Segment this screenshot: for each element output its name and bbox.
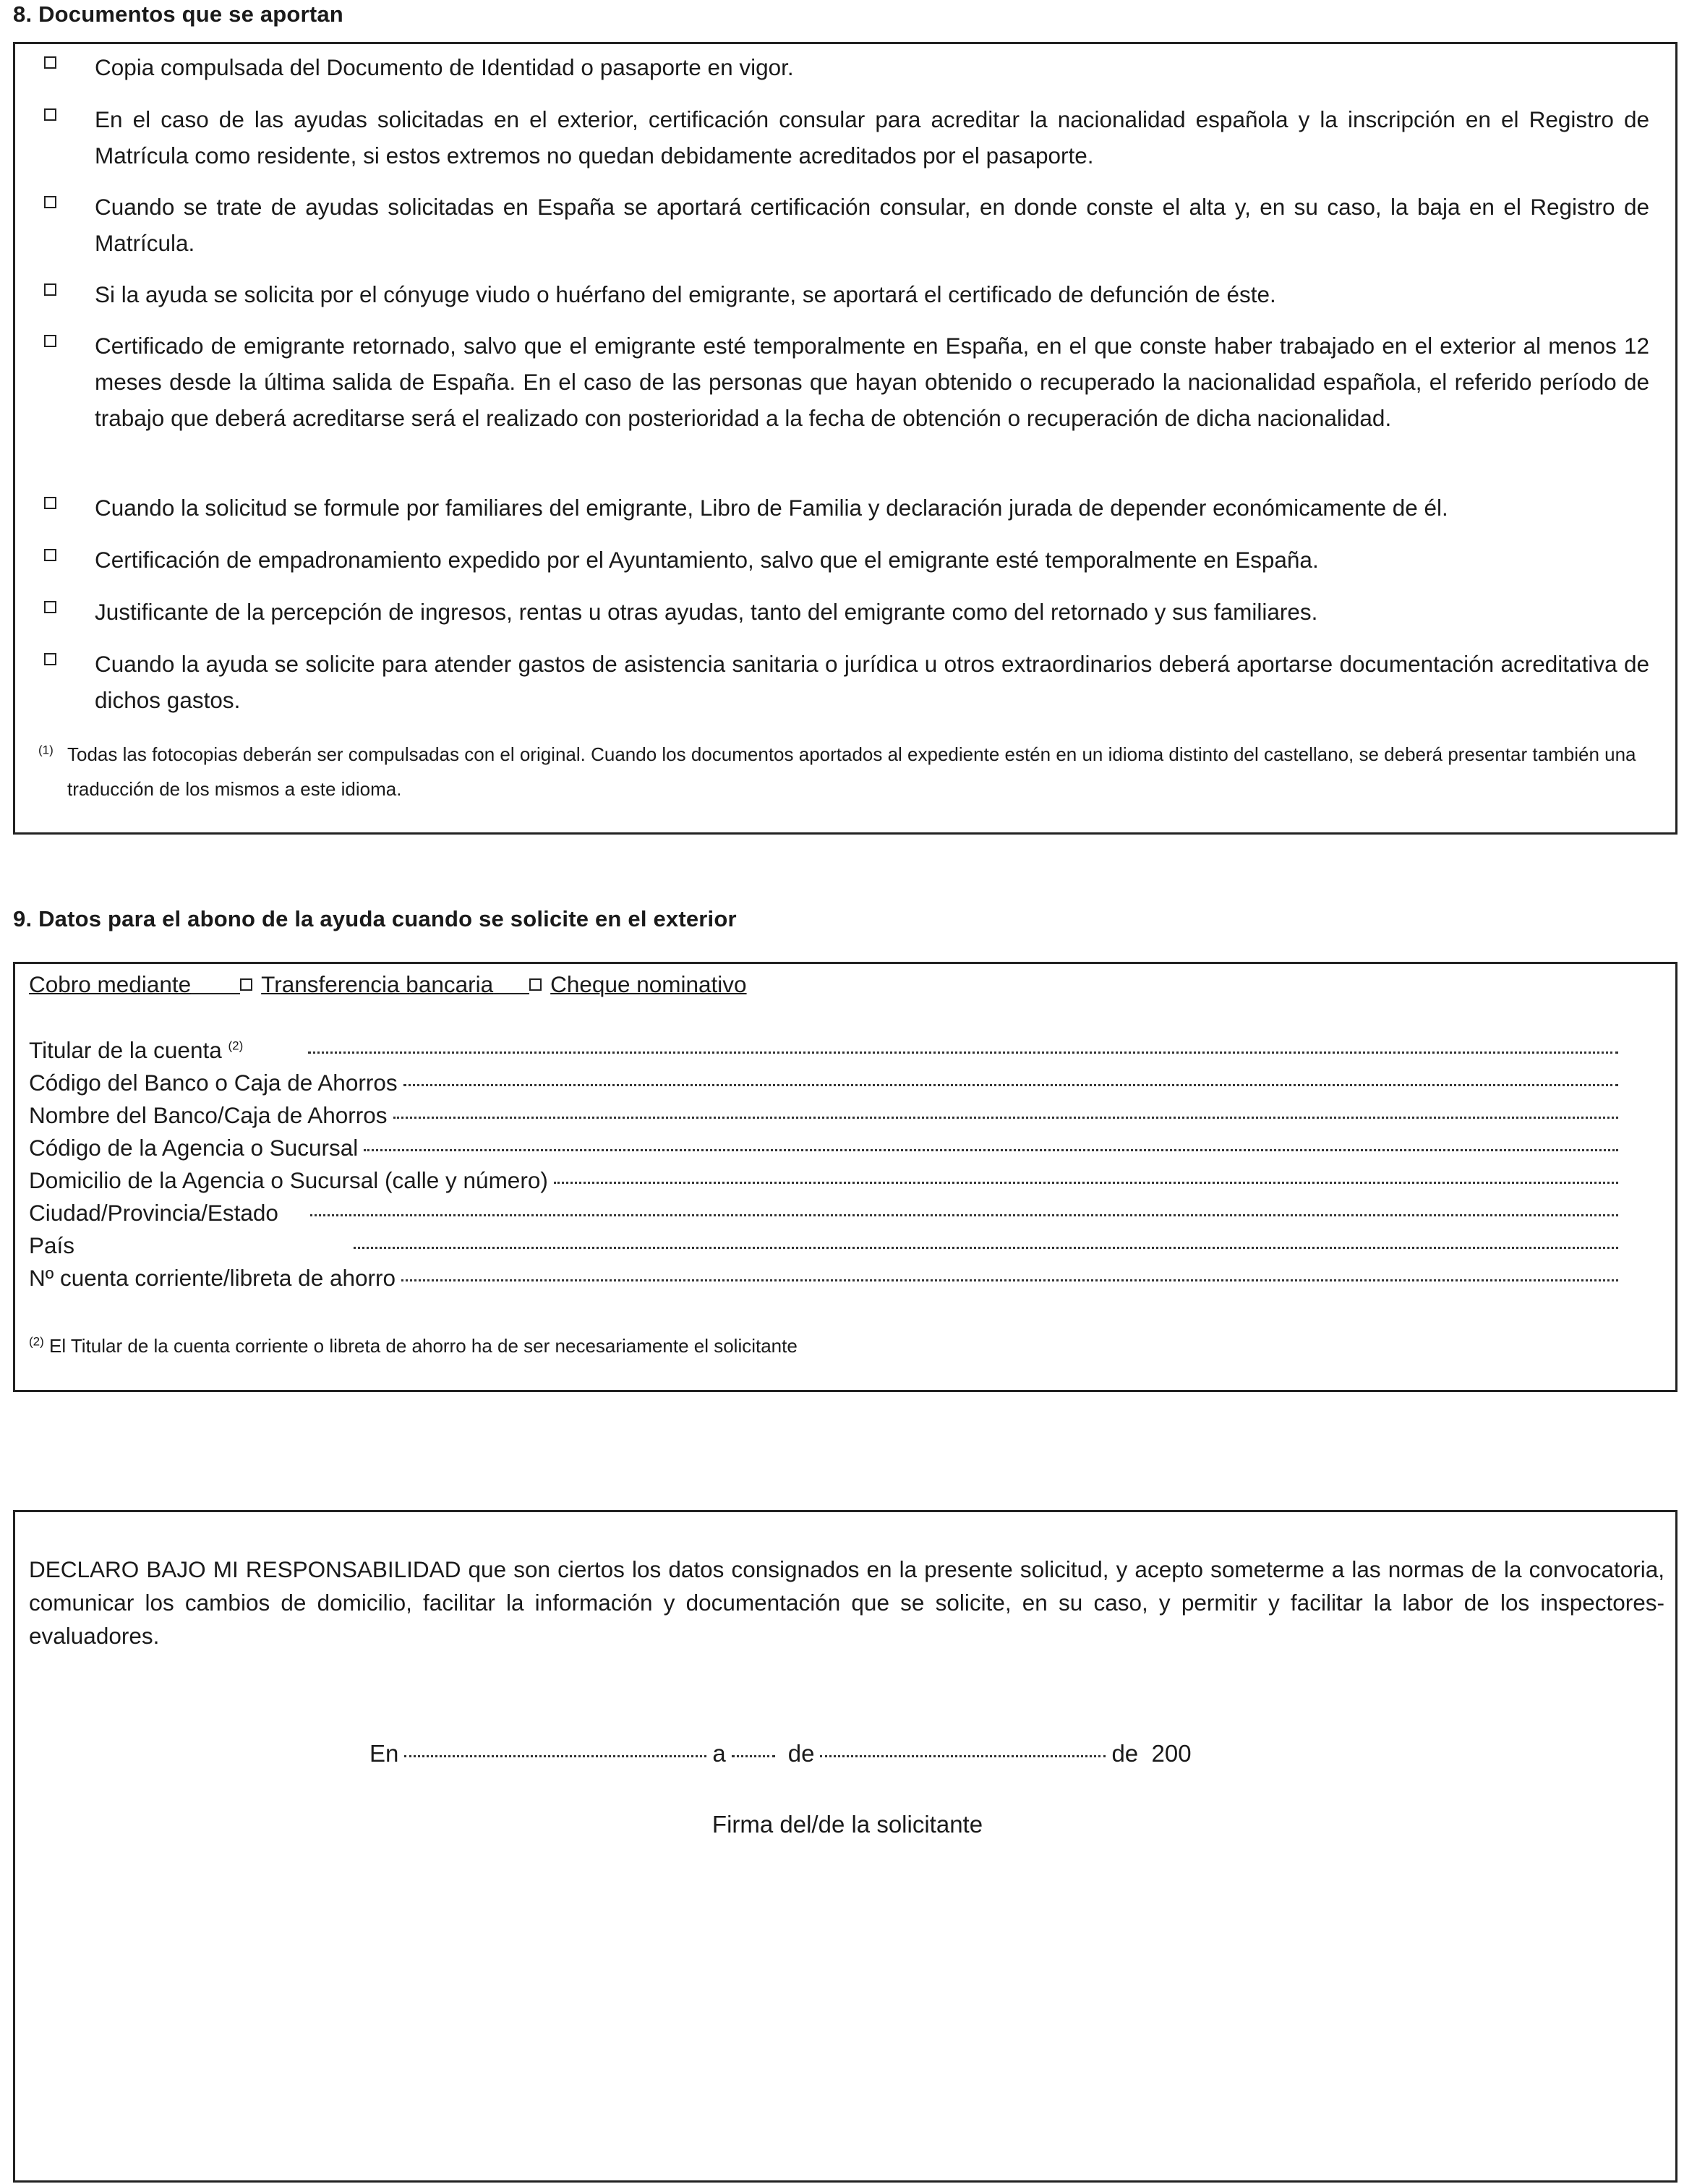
cheque-option-label: Cheque nominativo — [550, 971, 747, 997]
underline-spacer — [191, 971, 240, 994]
document-checkbox[interactable] — [44, 108, 56, 121]
bank-name-field[interactable] — [29, 1099, 1618, 1132]
document-item — [44, 276, 1649, 312]
bank-code-field[interactable] — [29, 1067, 1618, 1099]
field-label: País — [29, 1232, 75, 1258]
document-item — [44, 49, 1649, 85]
country-field[interactable] — [29, 1229, 1618, 1262]
document-item-text: En el caso de las ayudas solicitadas en el exterior, certificación consular para acreditar la nacionalidad española y la inscripción en el Registro de Matrícula como residente, si estos extremos no quedan debidamente acreditados por el pasaporte. — [95, 106, 1649, 169]
document-item — [44, 594, 1649, 630]
field-label: Titular de la cuenta $^{(2)}$ — [29, 1037, 244, 1063]
document-item — [44, 101, 1649, 174]
document-item-text: Justificante de la percepción de ingresos, rentas u otras ayudas, tanto del emigrante como del retornado y sus familiares. — [95, 599, 1318, 625]
fill-in-line[interactable] — [354, 1247, 1618, 1249]
fill-in-line[interactable] — [364, 1149, 1618, 1151]
section-8-title: 8. Documentos que se aportan — [13, 1, 343, 27]
date-label-de: de — [787, 1740, 815, 1767]
payment-method-row — [29, 968, 747, 1000]
document-checkbox[interactable] — [44, 196, 56, 208]
document-item — [44, 189, 1649, 261]
document-checkbox[interactable] — [44, 497, 56, 509]
document-item-text: Cuando se trate de ayudas solicitadas en España se aportará certificación consular, en donde conste el alta y, en su caso, la baja en el Registro de Matrícula. — [95, 194, 1649, 256]
city-province-state-field[interactable] — [29, 1197, 1618, 1229]
bank-details-box — [13, 962, 1677, 1392]
document-checkbox[interactable] — [44, 335, 56, 347]
field-footnote-marker: (2) — [228, 1038, 244, 1053]
underline-spacer — [493, 971, 529, 994]
footnote-text: Todas las fotocopias deberán ser compulsadas con el original. Cuando los documentos aportados al expediente estén en un idioma distinto del castellano, se deberá presentar también una traducción de los mismos a este idioma. — [67, 743, 1636, 800]
document-item-text: Si la ayuda se solicita por el cónyuge viudo o huérfano del emigrante, se aportará el certificado de defunción de éste. — [95, 281, 1276, 307]
document-checkbox[interactable] — [44, 601, 56, 613]
fill-in-line[interactable] — [393, 1117, 1618, 1119]
cheque-checkbox[interactable] — [529, 978, 542, 991]
document-checkbox[interactable] — [44, 56, 56, 69]
place-fill-in[interactable] — [404, 1755, 706, 1757]
document-item — [44, 542, 1649, 578]
date-label-year: de 200 — [1111, 1740, 1192, 1767]
documents-box — [13, 42, 1677, 835]
field-label: Domicilio de la Agencia o Sucursal (calle y número) — [29, 1167, 548, 1193]
payment-method-label: Cobro mediante — [29, 971, 192, 997]
date-label-a: a — [712, 1740, 726, 1767]
section-9-title: 9. Datos para el abono de la ayuda cuando se solicite en el exterior — [13, 906, 737, 931]
document-checkbox[interactable] — [44, 653, 56, 665]
fill-in-line[interactable] — [554, 1182, 1618, 1184]
day-fill-in[interactable] — [732, 1755, 775, 1757]
field-label: Ciudad/Provincia/Estado — [29, 1200, 278, 1226]
month-fill-in[interactable] — [820, 1755, 1106, 1757]
document-checkbox[interactable] — [44, 283, 56, 296]
documents-footnote — [38, 737, 1651, 806]
field-label: Código del Banco o Caja de Ahorros — [29, 1070, 398, 1096]
date-label-en: En — [369, 1740, 399, 1767]
document-checkbox[interactable] — [44, 549, 56, 561]
bank-footnote — [29, 1331, 798, 1360]
document-item-text: Cuando la solicitud se formule por familiares del emigrante, Libro de Familia y declaración jurada de depender económicamente de él. — [95, 495, 1448, 521]
branch-code-field[interactable] — [29, 1132, 1618, 1164]
transfer-option-label: Transferencia bancaria — [261, 971, 494, 997]
field-label: Nombre del Banco/Caja de Ahorros — [29, 1102, 388, 1128]
fill-in-line[interactable] — [401, 1279, 1618, 1281]
account-holder-field[interactable] — [29, 1034, 1618, 1067]
declaration-box — [13, 1510, 1677, 2183]
document-item-text: Certificación de empadronamiento expedido por el Ayuntamiento, salvo que el emigrante esté temporalmente en España. — [95, 547, 1319, 573]
fill-in-line[interactable] — [403, 1084, 1618, 1086]
field-label: Código de la Agencia o Sucursal — [29, 1135, 359, 1161]
declaration-text: DECLARO BAJO MI RESPONSABILIDAD que son ciertos los datos consignados en la presente solicitud, y acepto someterme a las normas de la convocatoria, comunicar los cambios de domicilio, facilitar la información y documentación que se solicite, en su caso, y permitir y facilitar la labor de los inspectores-evaluadores. — [29, 1556, 1664, 1649]
document-item-text: Certificado de emigrante retornado, salvo que el emigrante esté temporalmente en España, en el que conste haber trabajado en el exterior al menos 12 meses desde la última salida de España. En el caso de las personas que hayan obtenido o recuperado la nacionalidad española, el referido período de trabajo que deberá acreditarse será el realizado con posterioridad a la fecha de obtención o recuperación de dicha nacionalidad. — [95, 333, 1649, 431]
footnote-text: El Titular de la cuenta corriente o libreta de ahorro ha de ser necesariamente el solicitante — [49, 1335, 798, 1357]
footnote-marker: (2) — [29, 1334, 44, 1349]
fill-in-line[interactable] — [310, 1214, 1618, 1216]
branch-address-field[interactable] — [29, 1164, 1618, 1197]
place-date-line — [369, 1738, 1192, 1770]
document-item — [44, 646, 1649, 718]
document-item — [44, 328, 1649, 436]
transfer-checkbox[interactable] — [240, 978, 252, 991]
document-item-text: Cuando la ayuda se solicite para atender gastos de asistencia sanitaria o jurídica u otros extraordinarios deberá aportarse documentación acreditativa de dichos gastos. — [95, 651, 1649, 713]
account-number-field[interactable] — [29, 1262, 1618, 1294]
footnote-marker: (1) — [38, 743, 54, 757]
signature-label: Firma del/de la solicitante — [711, 1811, 983, 1838]
fill-in-line[interactable] — [308, 1052, 1618, 1054]
document-item-text: Copia compulsada del Documento de Identidad o pasaporte en vigor. — [95, 54, 794, 80]
document-item — [44, 490, 1649, 526]
field-label: Nº cuenta corriente/libreta de ahorro — [29, 1265, 396, 1291]
